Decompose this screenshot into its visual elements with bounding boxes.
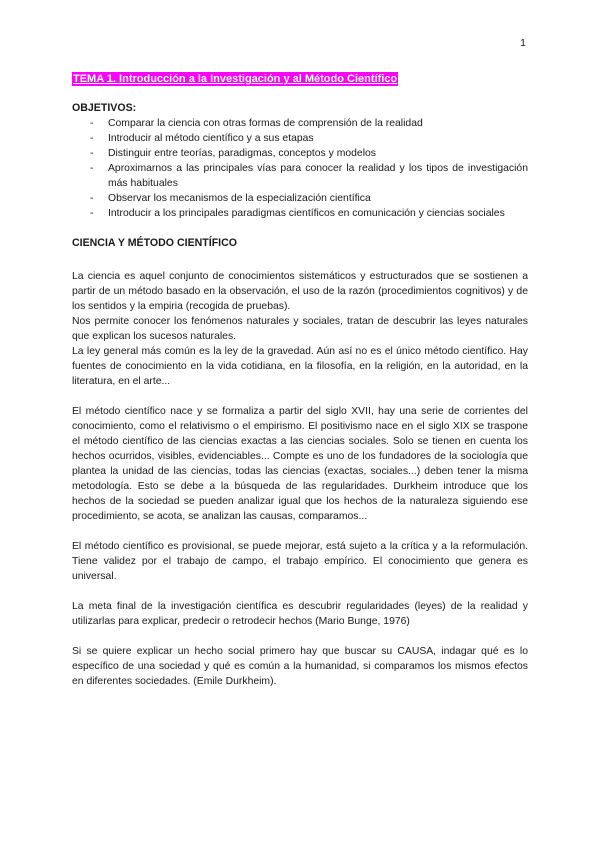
paragraph: El método científico nace y se formaliza a partir del siglo XVII, hay una serie de corrientes del conocimiento, como el relativismo o el empirismo. El positivismo nace en el siglo XIX se traspone el método científico de las ciencias exactas a las ciencias sociales. Solo se tienen en cuenta los hechos ocurridos, visibles, evidenciables... Compte es uno de los fundadores de la sociología que plantea la unidad de las ciencias, todas las ciencias (exactas, sociales...) deben tener la misma metodología. Esto se debe a la búsqueda de las regularidades. Durkheim introduce que los hechos de la sociedad se pueden analizar igual que los hechos de la naturaleza siguiendo ese procedimiento, se acota, se analizan las causas, comparamos... (72, 406, 528, 522)
paragraph: La meta final de la investigación científica es descubrir regularidades (leyes) de la realidad y utilizarlas para explicar, predecir o retrodecir hechos (Mario Bunge, 1976) (72, 601, 528, 627)
list-item: - Observar los mecanismos de la especialización científica (90, 193, 371, 204)
paragraph: Si se quiere explicar un hecho social primero hay que buscar su CAUSA, indagar qué es lo específico de una sociedad y qué es común a la humanidad, si comparamos los mismos efectos en diferentes sociedades. (Emile Durkheim). (72, 646, 528, 687)
list-item: - Introducir al método científico y a sus etapas (90, 133, 314, 144)
list-item: - Aproximarnos a las principales vías para conocer la realidad y los tipos de investigación más habituales (90, 163, 528, 189)
list-item: - Introducir a los principales paradigmas científicos en comunicación y ciencias sociales (90, 208, 505, 219)
paragraph: La ciencia es aquel conjunto de conocimientos sistemáticos y estructurados que se sostienen a partir de un método basado en la observación, el uso de la razón (procedimientos cognitivos) y de los sentidos y la empiria (recogida de pruebas). (72, 271, 528, 312)
paragraph: Nos permite conocer los fenómenos naturales y sociales, tratan de descubrir las leyes naturales que explican los sucesos naturales. (72, 316, 528, 342)
document-body (72, 72, 528, 689)
document-title: TEMA 1. Introducción a la Investigación y al Método Científico (73, 73, 398, 85)
objectives-list (72, 116, 528, 221)
objectives-heading: OBJETIVOS: (72, 102, 137, 114)
list-item: - Distinguir entre teorías, paradigmas, conceptos y modelos (90, 148, 376, 159)
list-item: - Comparar la ciencia con otras formas de comprensión de la realidad (90, 118, 423, 129)
section-heading: CIENCIA Y MÉTODO CIENTÍFICO (72, 237, 238, 249)
paragraph: La ley general más común es la ley de la gravedad. Aún así no es el único método científico. Hay fuentes de conocimiento en la vida cotidiana, en la filosofía, en la religión, en la autoridad, en la literatura, en el arte... (72, 346, 528, 387)
page-number: 1 (520, 37, 526, 49)
paragraph: El método científico es provisional, se puede mejorar, está sujeto a la crítica y a la reformulación. Tiene validez por el trabajo de campo, el trabajo empírico. El conocimiento que genera es universal. (72, 541, 528, 582)
